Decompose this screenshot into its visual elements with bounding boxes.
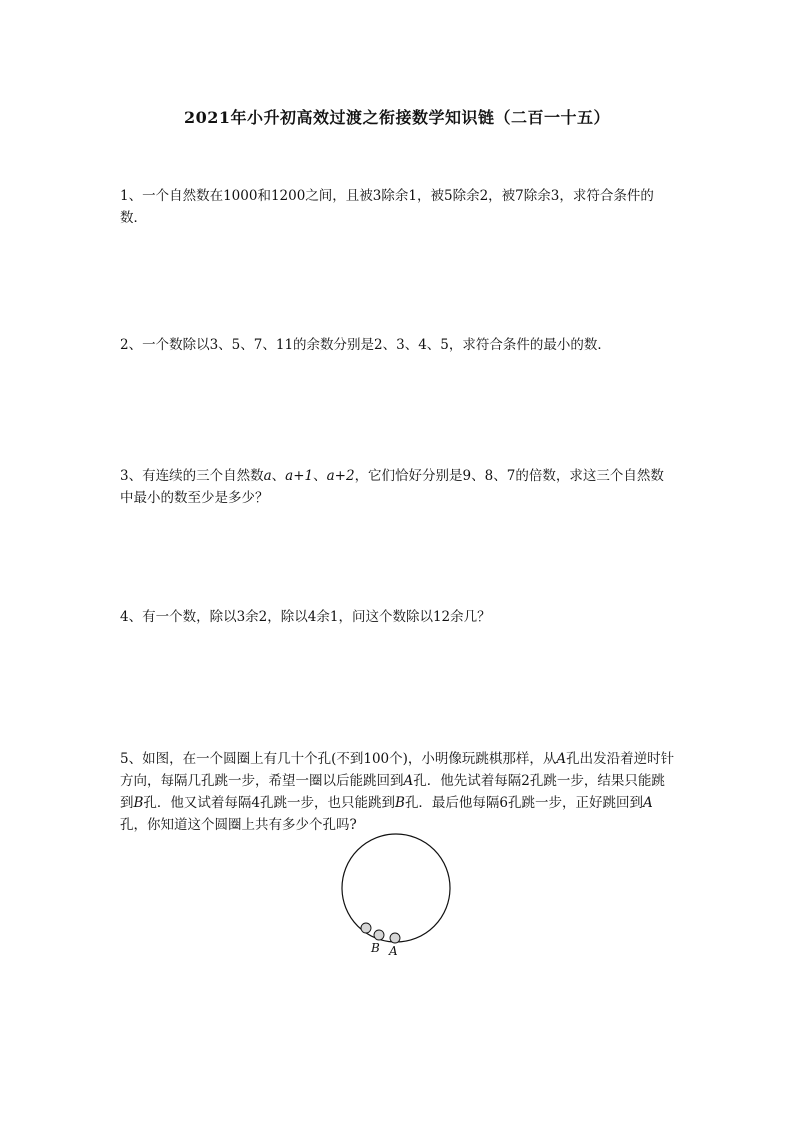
question-3 bbox=[120, 465, 676, 509]
question-5-text: 孔．他先试着每隔2孔跳一步，结果只能跳到 bbox=[120, 773, 665, 811]
hole-b-label: B bbox=[395, 795, 405, 811]
question-5-text: 孔．最后他每隔6孔跳一步，正好跳回到 bbox=[404, 795, 644, 811]
hole-b-label: B bbox=[133, 795, 144, 811]
question-5 bbox=[120, 748, 676, 836]
question-3-suffix: ，它们恰好分别是9、8、7的倍数，求这三个自然数中最小的数至少是多少？ bbox=[120, 468, 664, 506]
hole-a-label: A bbox=[643, 795, 653, 811]
question-4: 4、有一个数，除以3余2，除以4余1，问这个数除以12余几？ bbox=[120, 609, 491, 625]
expression-a-plus-1: a+1 bbox=[285, 468, 314, 484]
separator: 、 bbox=[271, 468, 286, 484]
hole-marker bbox=[361, 923, 371, 933]
question-2: 2、一个数除以3、5、7、11的余数分别是2、3、4、5，求符合条件的最小的数． bbox=[120, 337, 611, 353]
question-5-text: 5、如图，在一个圆圈上有几十个孔(不到100个)，小明像玩跳棋那样，从 bbox=[120, 751, 557, 767]
hole-b-marker bbox=[374, 930, 384, 940]
circle-ring bbox=[342, 834, 450, 942]
hole-a-label: A bbox=[556, 751, 567, 767]
circle-holes-figure bbox=[330, 830, 470, 965]
question-1: 1、一个自然数在1000和1200之间，且被3除余1，被5除余2，被7除余3，求符合条件的数． bbox=[120, 188, 654, 226]
figure-label-a: A bbox=[389, 944, 398, 958]
figure-label-b: B bbox=[371, 941, 380, 955]
hole-a-label: A bbox=[403, 773, 414, 789]
separator: 、 bbox=[313, 468, 327, 484]
expression-a-plus-2: a+2 bbox=[326, 468, 355, 484]
variable-a: a bbox=[263, 468, 272, 484]
question-5-text: 孔出发沿着逆时针方向，每隔几孔跳一步，希望一圈以后能跳回到 bbox=[120, 751, 675, 789]
page-title: 2021年小升初高效过渡之衔接数学知识链（二百一十五） bbox=[183, 108, 611, 127]
question-3-prefix: 3、有连续的三个自然数 bbox=[120, 468, 264, 484]
question-5-text: 孔，你知道这个圆圈上共有多少个孔吗? bbox=[120, 817, 357, 833]
question-5-text: 孔．他又试着每隔4孔跳一步，也只能跳到 bbox=[143, 795, 396, 811]
hole-a-marker bbox=[390, 933, 400, 943]
